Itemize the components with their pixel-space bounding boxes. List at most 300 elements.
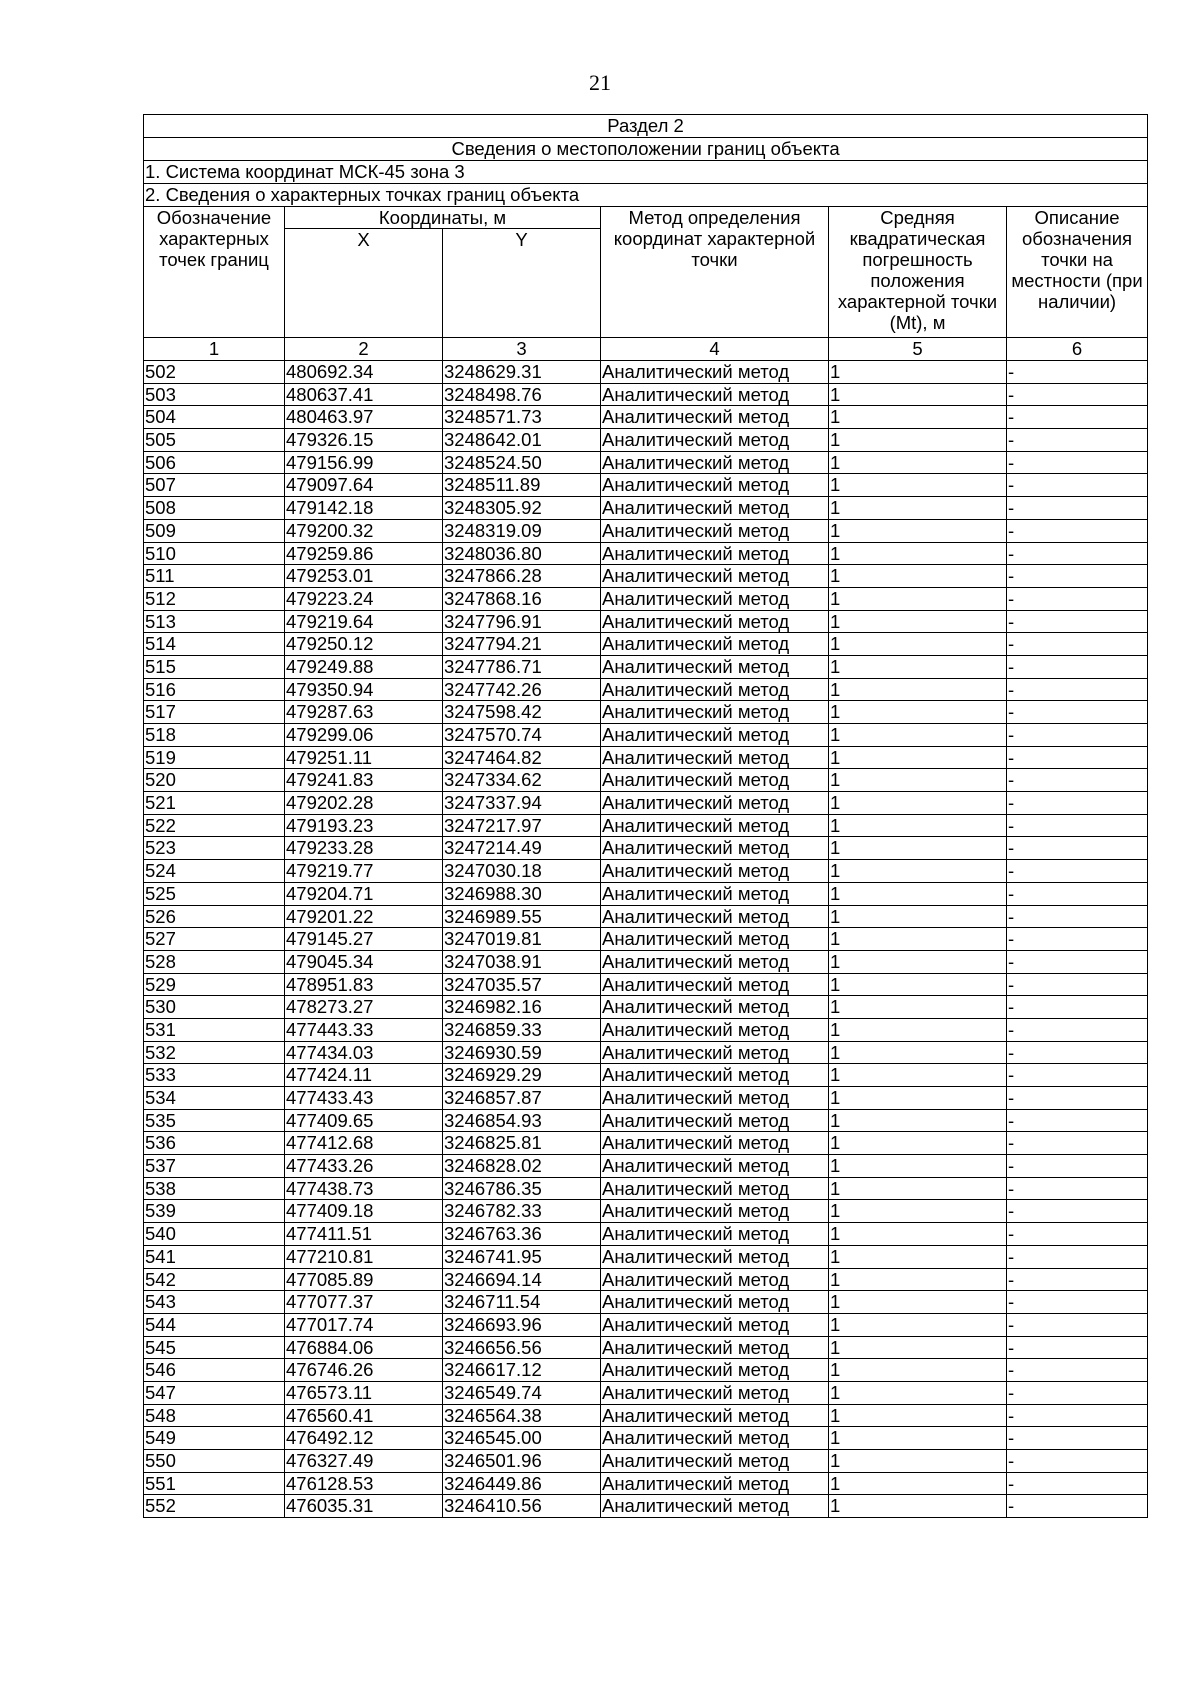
point-id-cell: 530	[144, 996, 285, 1019]
x-coordinate-cell: 479045.34	[285, 950, 443, 973]
table-row	[144, 1450, 1148, 1473]
table-row	[144, 928, 1148, 951]
table-row	[144, 1177, 1148, 1200]
x-coordinate-cell: 479241.83	[285, 769, 443, 792]
accuracy-cell: 1	[829, 746, 1007, 769]
x-coordinate-cell: 479200.32	[285, 519, 443, 542]
description-cell: -	[1007, 814, 1148, 837]
x-coordinate-cell: 480463.97	[285, 406, 443, 429]
point-id-cell: 545	[144, 1336, 285, 1359]
x-coordinate-cell: 476884.06	[285, 1336, 443, 1359]
table-row	[144, 837, 1148, 860]
table-row	[144, 1018, 1148, 1041]
accuracy-cell: 1	[829, 701, 1007, 724]
y-coordinate-cell: 3248036.80	[443, 542, 601, 565]
y-coordinate-cell: 3246711.54	[443, 1291, 601, 1314]
table-row	[144, 542, 1148, 565]
table-row	[144, 1381, 1148, 1404]
x-coordinate-cell: 476746.26	[285, 1359, 443, 1382]
accuracy-cell: 1	[829, 1041, 1007, 1064]
x-coordinate-cell: 479142.18	[285, 497, 443, 520]
y-coordinate-cell: 3246410.56	[443, 1495, 601, 1518]
point-id-cell: 526	[144, 905, 285, 928]
x-coordinate-cell: 479249.88	[285, 655, 443, 678]
page-number: 21	[589, 70, 611, 95]
point-id-cell: 509	[144, 519, 285, 542]
point-id-cell: 550	[144, 1450, 285, 1473]
point-id-cell: 536	[144, 1132, 285, 1155]
x-coordinate-cell: 479253.01	[285, 565, 443, 588]
description-cell: -	[1007, 1155, 1148, 1178]
y-coordinate-cell: 3247786.71	[443, 655, 601, 678]
accuracy-cell: 1	[829, 565, 1007, 588]
y-coordinate-cell: 3246930.59	[443, 1041, 601, 1064]
method-cell: Аналитический метод	[601, 633, 829, 656]
point-id-cell: 502	[144, 361, 285, 384]
y-coordinate-cell: 3246825.81	[443, 1132, 601, 1155]
x-coordinate-cell: 476560.41	[285, 1404, 443, 1427]
y-coordinate-cell: 3247464.82	[443, 746, 601, 769]
x-coordinate-cell: 479219.77	[285, 860, 443, 883]
table-row	[144, 1041, 1148, 1064]
table-row	[144, 1268, 1148, 1291]
point-id-cell: 544	[144, 1313, 285, 1336]
y-coordinate-cell: 3247217.97	[443, 814, 601, 837]
accuracy-cell: 1	[829, 792, 1007, 815]
accuracy-cell: 1	[829, 610, 1007, 633]
point-id-cell: 505	[144, 429, 285, 452]
method-cell: Аналитический метод	[601, 905, 829, 928]
x-coordinate-cell: 477210.81	[285, 1245, 443, 1268]
description-cell: -	[1007, 950, 1148, 973]
method-cell: Аналитический метод	[601, 1041, 829, 1064]
coordinate-system: 1. Система координат МСК-45 зона 3	[144, 161, 1148, 184]
accuracy-cell: 1	[829, 678, 1007, 701]
y-coordinate-cell: 3247019.81	[443, 928, 601, 951]
method-cell: Аналитический метод	[601, 860, 829, 883]
description-cell: -	[1007, 1064, 1148, 1087]
description-cell: -	[1007, 724, 1148, 747]
description-cell: -	[1007, 1381, 1148, 1404]
y-coordinate-cell: 3246786.35	[443, 1177, 601, 1200]
point-id-cell: 529	[144, 973, 285, 996]
method-cell: Аналитический метод	[601, 655, 829, 678]
point-id-cell: 532	[144, 1041, 285, 1064]
method-cell: Аналитический метод	[601, 610, 829, 633]
accuracy-cell: 1	[829, 1223, 1007, 1246]
y-coordinate-cell: 3247598.42	[443, 701, 601, 724]
description-cell: -	[1007, 1245, 1148, 1268]
y-coordinate-cell: 3246694.14	[443, 1268, 601, 1291]
method-cell: Аналитический метод	[601, 1313, 829, 1336]
method-cell: Аналитический метод	[601, 383, 829, 406]
point-id-cell: 524	[144, 860, 285, 883]
x-coordinate-cell: 478951.83	[285, 973, 443, 996]
point-id-cell: 516	[144, 678, 285, 701]
table-row	[144, 1223, 1148, 1246]
point-id-cell: 503	[144, 383, 285, 406]
point-id-cell: 519	[144, 746, 285, 769]
header-description: Описание обозначения точки на местности (при наличии)	[1007, 207, 1148, 338]
table-row	[144, 1291, 1148, 1314]
y-coordinate-cell: 3246929.29	[443, 1064, 601, 1087]
y-coordinate-cell: 3246741.95	[443, 1245, 601, 1268]
y-coordinate-cell: 3246656.56	[443, 1336, 601, 1359]
x-coordinate-cell: 479202.28	[285, 792, 443, 815]
description-cell: -	[1007, 1041, 1148, 1064]
accuracy-cell: 1	[829, 1132, 1007, 1155]
x-coordinate-cell: 476573.11	[285, 1381, 443, 1404]
accuracy-cell: 1	[829, 837, 1007, 860]
point-id-cell: 525	[144, 882, 285, 905]
accuracy-cell: 1	[829, 860, 1007, 883]
table-row	[144, 1132, 1148, 1155]
method-cell: Аналитический метод	[601, 973, 829, 996]
method-cell: Аналитический метод	[601, 1427, 829, 1450]
method-cell: Аналитический метод	[601, 1404, 829, 1427]
description-cell: -	[1007, 1427, 1148, 1450]
table-row	[144, 655, 1148, 678]
accuracy-cell: 1	[829, 361, 1007, 384]
x-coordinate-cell: 479233.28	[285, 837, 443, 860]
y-coordinate-cell: 3246988.30	[443, 882, 601, 905]
y-coordinate-cell: 3247214.49	[443, 837, 601, 860]
description-cell: -	[1007, 474, 1148, 497]
x-coordinate-cell: 479204.71	[285, 882, 443, 905]
y-coordinate-cell: 3247334.62	[443, 769, 601, 792]
point-id-cell: 506	[144, 451, 285, 474]
description-cell: -	[1007, 1087, 1148, 1110]
description-cell: -	[1007, 1495, 1148, 1518]
table-row	[144, 1404, 1148, 1427]
point-id-cell: 543	[144, 1291, 285, 1314]
accuracy-cell: 1	[829, 451, 1007, 474]
description-cell: -	[1007, 1268, 1148, 1291]
point-id-cell: 522	[144, 814, 285, 837]
x-coordinate-cell: 479250.12	[285, 633, 443, 656]
accuracy-cell: 1	[829, 1450, 1007, 1473]
accuracy-cell: 1	[829, 769, 1007, 792]
table-row	[144, 519, 1148, 542]
description-cell: -	[1007, 429, 1148, 452]
y-coordinate-cell: 3248629.31	[443, 361, 601, 384]
accuracy-cell: 1	[829, 1200, 1007, 1223]
table-row	[144, 1245, 1148, 1268]
accuracy-cell: 1	[829, 383, 1007, 406]
description-cell: -	[1007, 406, 1148, 429]
description-cell: -	[1007, 1336, 1148, 1359]
y-coordinate-cell: 3246545.00	[443, 1427, 601, 1450]
method-cell: Аналитический метод	[601, 565, 829, 588]
method-cell: Аналитический метод	[601, 1472, 829, 1495]
y-coordinate-cell: 3246857.87	[443, 1087, 601, 1110]
point-id-cell: 549	[144, 1427, 285, 1450]
point-id-cell: 523	[144, 837, 285, 860]
description-cell: -	[1007, 1200, 1148, 1223]
method-cell: Аналитический метод	[601, 1291, 829, 1314]
description-cell: -	[1007, 451, 1148, 474]
method-cell: Аналитический метод	[601, 519, 829, 542]
method-cell: Аналитический метод	[601, 1223, 829, 1246]
header-method: Метод определения координат характерной точки	[601, 207, 829, 338]
x-coordinate-cell: 477085.89	[285, 1268, 443, 1291]
table-row	[144, 1109, 1148, 1132]
point-id-cell: 540	[144, 1223, 285, 1246]
description-cell: -	[1007, 1223, 1148, 1246]
accuracy-cell: 1	[829, 1155, 1007, 1178]
table-row	[144, 769, 1148, 792]
x-coordinate-cell: 479193.23	[285, 814, 443, 837]
description-cell: -	[1007, 769, 1148, 792]
point-id-cell: 551	[144, 1472, 285, 1495]
accuracy-cell: 1	[829, 519, 1007, 542]
x-coordinate-cell: 477077.37	[285, 1291, 443, 1314]
table-row	[144, 497, 1148, 520]
table-row	[144, 361, 1148, 384]
y-coordinate-cell: 3247868.16	[443, 587, 601, 610]
x-coordinate-cell: 476327.49	[285, 1450, 443, 1473]
y-coordinate-cell: 3248498.76	[443, 383, 601, 406]
header-y: Y	[443, 229, 601, 338]
method-cell: Аналитический метод	[601, 1381, 829, 1404]
y-coordinate-cell: 3246828.02	[443, 1155, 601, 1178]
table-row	[144, 474, 1148, 497]
table-row	[144, 587, 1148, 610]
table-row	[144, 1336, 1148, 1359]
table-row	[144, 905, 1148, 928]
method-cell: Аналитический метод	[601, 701, 829, 724]
y-coordinate-cell: 3247035.57	[443, 973, 601, 996]
accuracy-cell: 1	[829, 1336, 1007, 1359]
point-id-cell: 512	[144, 587, 285, 610]
table-row	[144, 973, 1148, 996]
table-row	[144, 996, 1148, 1019]
point-id-cell: 539	[144, 1200, 285, 1223]
y-coordinate-cell: 3247866.28	[443, 565, 601, 588]
x-coordinate-cell: 477409.65	[285, 1109, 443, 1132]
table-row	[144, 1064, 1148, 1087]
method-cell: Аналитический метод	[601, 542, 829, 565]
accuracy-cell: 1	[829, 996, 1007, 1019]
point-id-cell: 520	[144, 769, 285, 792]
x-coordinate-cell: 477412.68	[285, 1132, 443, 1155]
x-coordinate-cell: 480692.34	[285, 361, 443, 384]
table-row	[144, 746, 1148, 769]
y-coordinate-cell: 3246501.96	[443, 1450, 601, 1473]
description-cell: -	[1007, 905, 1148, 928]
description-cell: -	[1007, 973, 1148, 996]
x-coordinate-cell: 479223.24	[285, 587, 443, 610]
x-coordinate-cell: 479201.22	[285, 905, 443, 928]
accuracy-cell: 1	[829, 1404, 1007, 1427]
accuracy-cell: 1	[829, 474, 1007, 497]
x-coordinate-cell: 479326.15	[285, 429, 443, 452]
description-cell: -	[1007, 1450, 1148, 1473]
method-cell: Аналитический метод	[601, 1200, 829, 1223]
point-id-cell: 542	[144, 1268, 285, 1291]
point-id-cell: 538	[144, 1177, 285, 1200]
table-row	[144, 1087, 1148, 1110]
x-coordinate-cell: 477017.74	[285, 1313, 443, 1336]
table-row	[144, 633, 1148, 656]
x-coordinate-cell: 477433.43	[285, 1087, 443, 1110]
accuracy-cell: 1	[829, 724, 1007, 747]
y-coordinate-cell: 3248511.89	[443, 474, 601, 497]
method-cell: Аналитический метод	[601, 1336, 829, 1359]
table-row	[144, 1359, 1148, 1382]
table-row	[144, 882, 1148, 905]
method-cell: Аналитический метод	[601, 474, 829, 497]
description-cell: -	[1007, 1472, 1148, 1495]
accuracy-cell: 1	[829, 1087, 1007, 1110]
column-number: 3	[443, 338, 601, 361]
description-cell: -	[1007, 1359, 1148, 1382]
accuracy-cell: 1	[829, 1313, 1007, 1336]
description-cell: -	[1007, 1132, 1148, 1155]
x-coordinate-cell: 479097.64	[285, 474, 443, 497]
accuracy-cell: 1	[829, 1291, 1007, 1314]
accuracy-cell: 1	[829, 1359, 1007, 1382]
accuracy-cell: 1	[829, 1064, 1007, 1087]
accuracy-cell: 1	[829, 429, 1007, 452]
y-coordinate-cell: 3247796.91	[443, 610, 601, 633]
table-row	[144, 1427, 1148, 1450]
description-cell: -	[1007, 996, 1148, 1019]
description-cell: -	[1007, 361, 1148, 384]
description-cell: -	[1007, 519, 1148, 542]
y-coordinate-cell: 3246549.74	[443, 1381, 601, 1404]
x-coordinate-cell: 479259.86	[285, 542, 443, 565]
y-coordinate-cell: 3246693.96	[443, 1313, 601, 1336]
table-row	[144, 950, 1148, 973]
y-coordinate-cell: 3248571.73	[443, 406, 601, 429]
column-number: 1	[144, 338, 285, 361]
description-cell: -	[1007, 633, 1148, 656]
method-cell: Аналитический метод	[601, 1087, 829, 1110]
accuracy-cell: 1	[829, 1177, 1007, 1200]
x-coordinate-cell: 479350.94	[285, 678, 443, 701]
method-cell: Аналитический метод	[601, 769, 829, 792]
method-cell: Аналитический метод	[601, 724, 829, 747]
description-cell: -	[1007, 1018, 1148, 1041]
method-cell: Аналитический метод	[601, 746, 829, 769]
accuracy-cell: 1	[829, 1109, 1007, 1132]
accuracy-cell: 1	[829, 406, 1007, 429]
y-coordinate-cell: 3246449.86	[443, 1472, 601, 1495]
table-row	[144, 678, 1148, 701]
description-cell: -	[1007, 497, 1148, 520]
point-id-cell: 517	[144, 701, 285, 724]
y-coordinate-cell: 3248305.92	[443, 497, 601, 520]
column-number: 6	[1007, 338, 1148, 361]
point-id-cell: 521	[144, 792, 285, 815]
table-row	[144, 1472, 1148, 1495]
description-cell: -	[1007, 587, 1148, 610]
description-cell: -	[1007, 1109, 1148, 1132]
table-row	[144, 1495, 1148, 1518]
accuracy-cell: 1	[829, 950, 1007, 973]
accuracy-cell: 1	[829, 1427, 1007, 1450]
point-id-cell: 528	[144, 950, 285, 973]
description-cell: -	[1007, 542, 1148, 565]
method-cell: Аналитический метод	[601, 1177, 829, 1200]
description-cell: -	[1007, 383, 1148, 406]
description-cell: -	[1007, 1291, 1148, 1314]
accuracy-cell: 1	[829, 882, 1007, 905]
x-coordinate-cell: 479219.64	[285, 610, 443, 633]
point-id-cell: 504	[144, 406, 285, 429]
y-coordinate-cell: 3246763.36	[443, 1223, 601, 1246]
x-coordinate-cell: 476128.53	[285, 1472, 443, 1495]
method-cell: Аналитический метод	[601, 429, 829, 452]
table-row	[144, 701, 1148, 724]
x-coordinate-cell: 477424.11	[285, 1064, 443, 1087]
method-cell: Аналитический метод	[601, 1109, 829, 1132]
description-cell: -	[1007, 1177, 1148, 1200]
method-cell: Аналитический метод	[601, 361, 829, 384]
accuracy-cell: 1	[829, 928, 1007, 951]
method-cell: Аналитический метод	[601, 587, 829, 610]
point-id-cell: 534	[144, 1087, 285, 1110]
y-coordinate-cell: 3248642.01	[443, 429, 601, 452]
header-point-designation: Обозначение характерных точек границ	[144, 207, 285, 338]
accuracy-cell: 1	[829, 1018, 1007, 1041]
description-cell: -	[1007, 792, 1148, 815]
accuracy-cell: 1	[829, 1495, 1007, 1518]
point-id-cell: 537	[144, 1155, 285, 1178]
table-row	[144, 860, 1148, 883]
table-row	[144, 1200, 1148, 1223]
x-coordinate-cell: 479287.63	[285, 701, 443, 724]
x-coordinate-cell: 479299.06	[285, 724, 443, 747]
y-coordinate-cell: 3247337.94	[443, 792, 601, 815]
method-cell: Аналитический метод	[601, 1359, 829, 1382]
header-accuracy: Средняя квадратическая погрешность положения характерной точки (Mt), м	[829, 207, 1007, 338]
y-coordinate-cell: 3247570.74	[443, 724, 601, 747]
x-coordinate-cell: 478273.27	[285, 996, 443, 1019]
method-cell: Аналитический метод	[601, 996, 829, 1019]
table-row	[144, 1155, 1148, 1178]
y-coordinate-cell: 3246989.55	[443, 905, 601, 928]
accuracy-cell: 1	[829, 633, 1007, 656]
accuracy-cell: 1	[829, 973, 1007, 996]
x-coordinate-cell: 477434.03	[285, 1041, 443, 1064]
method-cell: Аналитический метод	[601, 814, 829, 837]
x-coordinate-cell: 480637.41	[285, 383, 443, 406]
method-cell: Аналитический метод	[601, 451, 829, 474]
description-cell: -	[1007, 1404, 1148, 1427]
header-coordinates: Координаты, м	[285, 207, 601, 229]
y-coordinate-cell: 3248319.09	[443, 519, 601, 542]
accuracy-cell: 1	[829, 587, 1007, 610]
description-cell: -	[1007, 928, 1148, 951]
column-number: 4	[601, 338, 829, 361]
method-cell: Аналитический метод	[601, 837, 829, 860]
x-coordinate-cell: 477411.51	[285, 1223, 443, 1246]
method-cell: Аналитический метод	[601, 1018, 829, 1041]
table-row	[144, 565, 1148, 588]
point-id-cell: 513	[144, 610, 285, 633]
table-row	[144, 406, 1148, 429]
description-cell: -	[1007, 746, 1148, 769]
method-cell: Аналитический метод	[601, 1155, 829, 1178]
method-cell: Аналитический метод	[601, 1245, 829, 1268]
table-row	[144, 451, 1148, 474]
point-id-cell: 548	[144, 1404, 285, 1427]
point-id-cell: 518	[144, 724, 285, 747]
y-coordinate-cell: 3247742.26	[443, 678, 601, 701]
point-id-cell: 546	[144, 1359, 285, 1382]
